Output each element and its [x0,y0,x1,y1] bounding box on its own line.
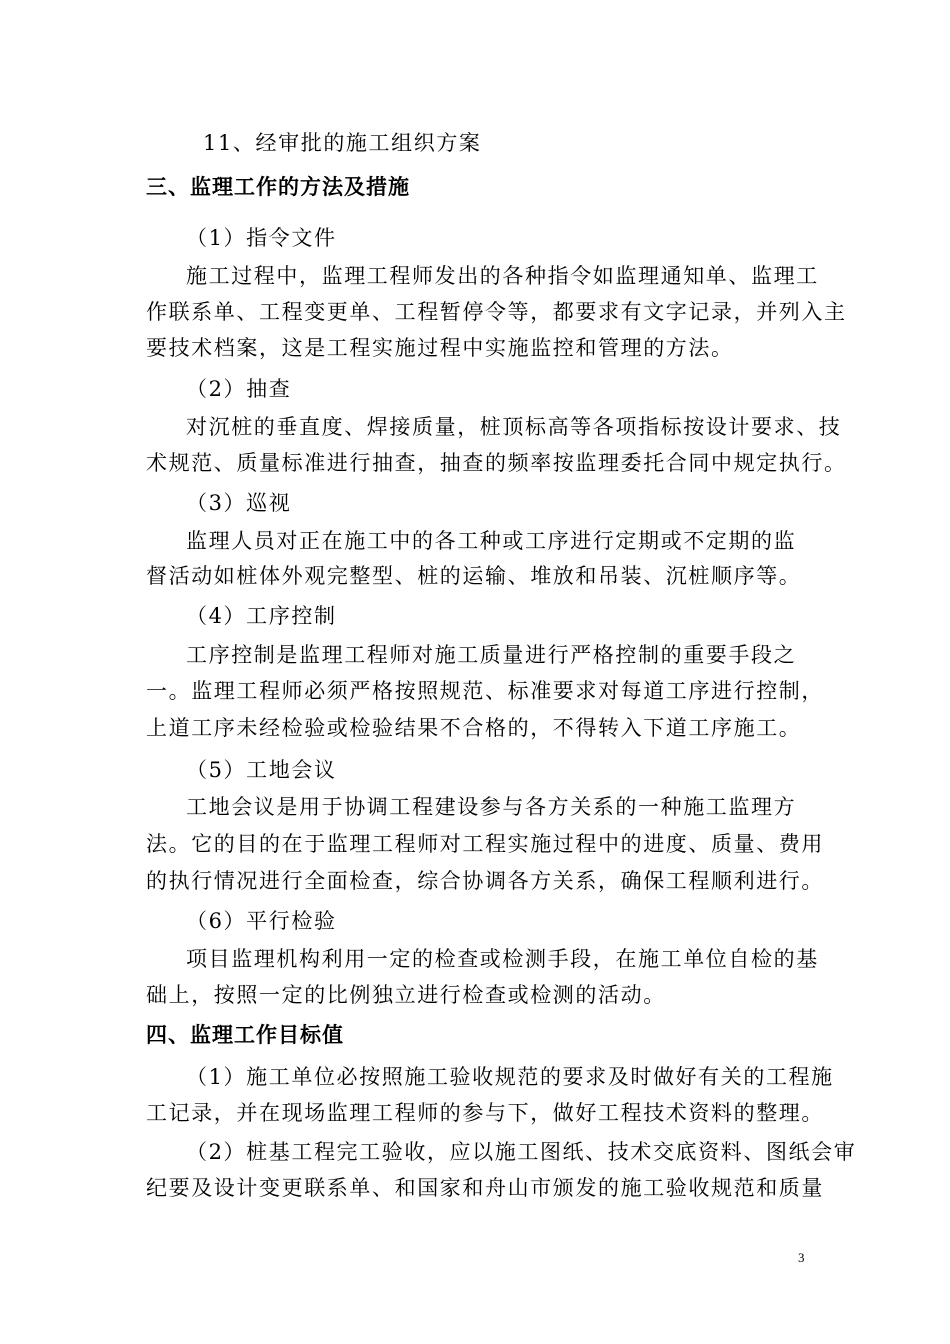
item-label-instructions: （1）指令文件 [186,226,337,250]
paragraph-line: 作联系单、工程变更单、工程暂停令等，都要求有文字记录，并列入主 [146,300,847,324]
paragraph-line: 工序控制是监理工程师对施工质量进行严格控制的重要手段之 [186,643,797,667]
paragraph-line: 的执行情况进行全面检查，综合协调各方关系，确保工程顺利进行。 [146,869,824,893]
item-label-patrol: （3）巡视 [186,491,292,515]
paragraph-line: 督活动如桩体外观完整型、桩的运输、堆放和吊装、沉桩顺序等。 [146,564,802,588]
paragraph-line: 术规范、质量标准进行抽查，抽查的频率按监理委托合同中规定执行。 [146,451,847,475]
paragraph-line: 工地会议是用于协调工程建设参与各方关系的一种施工监理方 [186,795,797,819]
paragraph-line: 要技术档案，这是工程实施过程中实施监控和管理的方法。 [146,336,734,360]
paragraph-line: 施工过程中，监理工程师发出的各种指令如监理通知单、监理工 [186,264,819,288]
paragraph-line: （2）桩基工程完工验收，应以施工图纸、技术交底资料、图纸会审 [186,1140,857,1164]
paragraph-line: 工记录，并在现场监理工程师的参与下，做好工程技术资料的整理。 [146,1101,824,1125]
paragraph-line: 一。监理工程师必须严格按照规范、标准要求对每道工序进行控制， [146,679,824,703]
item-label-parallel-inspection: （6）平行检验 [186,909,337,933]
item-label-process-control: （4）工序控制 [186,604,337,628]
section-heading-methods: 三、监理工作的方法及措施 [146,175,410,199]
paragraph-line: 上道工序未经检验或检验结果不合格的，不得转入下道工序施工。 [146,716,802,740]
page-number: 3 [798,1250,805,1265]
paragraph-line: 法。它的目的在于监理工程师对工程实施过程中的进度、质量、费用 [146,832,824,856]
paragraph-line: 础上，按照一定的比例独立进行检查或检测的活动。 [146,983,666,1007]
paragraph-line: 对沉桩的垂直度、焊接质量，桩顶标高等各项指标按设计要求、技 [186,415,842,439]
paragraph-line: 纪要及设计变更联系单、和国家和舟山市颁发的施工验收规范和质量 [146,1176,824,1200]
paragraph-line: （1）施工单位必按照施工验收规范的要求及时做好有关的工程施 [186,1065,834,1089]
item-label-site-meeting: （5）工地会议 [186,758,337,782]
section-heading-targets: 四、监理工作目标值 [146,1023,344,1047]
item-label-spot-check: （2）抽查 [186,377,292,401]
paragraph-line: 项目监理机构利用一定的检查或检测手段，在施工单位自检的基 [186,947,819,971]
list-item-11: 11、经审批的施工组织方案 [203,131,482,155]
paragraph-line: 监理人员对正在施工中的各工种或工序进行定期或不定期的监 [186,529,797,553]
